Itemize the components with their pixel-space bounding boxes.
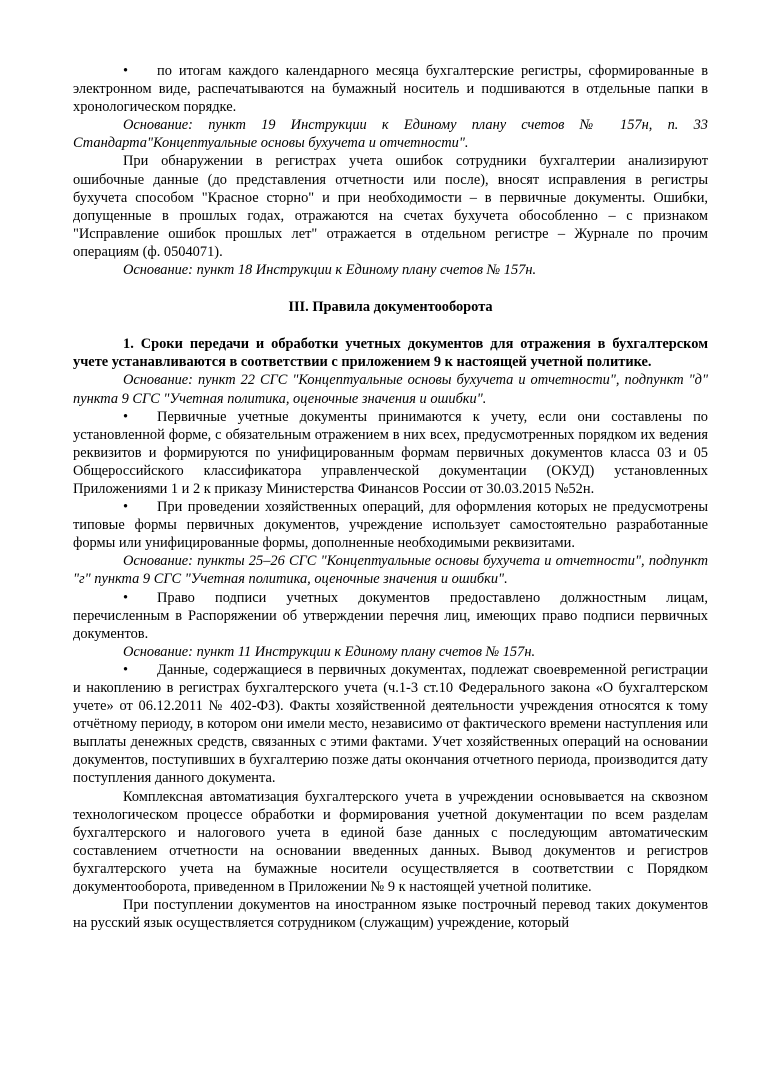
basis-note: Основание: пункт 11 Инструкции к Единому плану счетов № 157н.	[123, 643, 536, 660]
bullet-icon: •	[123, 589, 129, 606]
paragraph-text: Первичные учетные документы принимаются к учету, если они составлены по установленной форме, с обязательным отражением в них всех, предусмотренных порядком их ведения реквизитов и формируются по унифицированным формам первичных документов класса 03 и 05 Общероссийского классификатора управленческой документации (ОКУД) установленных Приложениями 1 и 2 к приказу Министерства Финансов России от 30.03.2015 №52н.	[73, 408, 708, 497]
paragraph-foreign-docs: При поступлении документов на иностранном языке построчный перевод таких документов на русский язык осуществляется сотрудником (служащим) учреждение, который	[73, 897, 708, 932]
basis-note: Основание: пункты 25–26 СГС "Концептуальные основы бухучета и отчетности", подпункт "г" пункта 9 СГС "Учетная политика, оценочные значения и ошибки".	[73, 553, 708, 588]
bullet-paragraph-signature	[73, 589, 708, 643]
bullet-paragraph-registers	[73, 62, 708, 116]
paragraph-text: При проведении хозяйственных операций, для оформления которых не предусмотрены типовые формы первичных документов, учреждение использует самостоятельно разработанные формы или унифицированные формы, дополненные необходимыми реквизитами.	[73, 499, 708, 552]
paragraph-automation: Комплексная автоматизация бухгалтерского учета в учреждении основывается на сквозном технологическом процессе обработки и формирования учетной документации по всем разделам бухгалтерского и налогового учета в единой базе данных с последующим автоматическим составлением отчетности на основании введенных данных. Вывод документов и регистров бухгалтерского учета на бумажные носители осуществляется в соответствии с Порядком документооборота, приведенном в Приложении № 9 к настоящей учетной политике.	[73, 788, 708, 896]
paragraph-text: Данные, содержащиеся в первичных документах, подлежат своевременной регистрации и накоплению в регистрах бухгалтерского учета (ч.1-3 ст.10 Федерального закона «О бухгалтерском учете» от 06.12.2011 № 402-ФЗ). Факты хозяйственной деятельности учреждения относятся к тому отчётному периоду, в котором они имели место, независимо от фактического времени наступления или выплаты денежных средств, связанных с этими фактами. Учет хозяйственных операций на основании документов, поступивших в бухгалтерию позже даты окончания отчетного периода, производится дату поступления данного документа.	[73, 661, 708, 787]
bullet-paragraph-custom-forms	[73, 498, 708, 552]
basis-note: Основание: пункт 18 Инструкции к Единому плану счетов № 157н.	[123, 262, 537, 279]
paragraph-text: по итогам каждого календарного месяца бухгалтерские регистры, сформированные в электронном виде, распечатываются на бумажный носитель и подшиваются в отдельные папки в хронологическом порядке.	[73, 63, 708, 116]
basis-note: Основание: пункт 19 Инструкции к Единому плану счетов № 157н, п. 33 Стандарта"Концептуальные основы бухучета и отчетности".	[73, 117, 708, 152]
paragraph-errors: При обнаружении в регистрах учета ошибок сотрудники бухгалтерии анализируют ошибочные данные (до представления отчетности или после), вносят исправления в регистры бухучета способом "Красное сторно" и при необходимости – в первичные документы. Ошибки, допущенные в прошлых годах, отражаются на счетах бухучета обособленно – с признаком "Исправление ошибок прошлых лет" отражается в отдельном регистре – Журнале по прочим операциям (ф. 0504071).	[73, 153, 708, 260]
paragraph-text: Право подписи учетных документов предоставлено должностным лицам, перечисленным в Распоряжении об утверждении перечня лиц, имеющих право подписи первичных документов.	[73, 589, 708, 642]
bullet-icon: •	[123, 499, 129, 516]
bullet-paragraph-primary-docs	[73, 408, 708, 498]
bullet-icon: •	[123, 408, 129, 425]
basis-note: Основание: пункт 22 СГС "Концептуальные основы бухучета и отчетности", подпункт "д" пункта 9 СГС "Учетная политика, оценочные значения и ошибки".	[73, 372, 708, 407]
section-heading: III. Правила документооборота	[288, 299, 493, 316]
bullet-icon: •	[123, 63, 129, 79]
bullet-icon: •	[123, 661, 129, 678]
bullet-paragraph-registration	[73, 661, 708, 788]
bold-clause-1: 1. Сроки передачи и обработки учетных документов для отражения в бухгалтерском учете устанавливаются в соответствии с приложением 9 к настоящей учетной политике.	[73, 336, 708, 371]
